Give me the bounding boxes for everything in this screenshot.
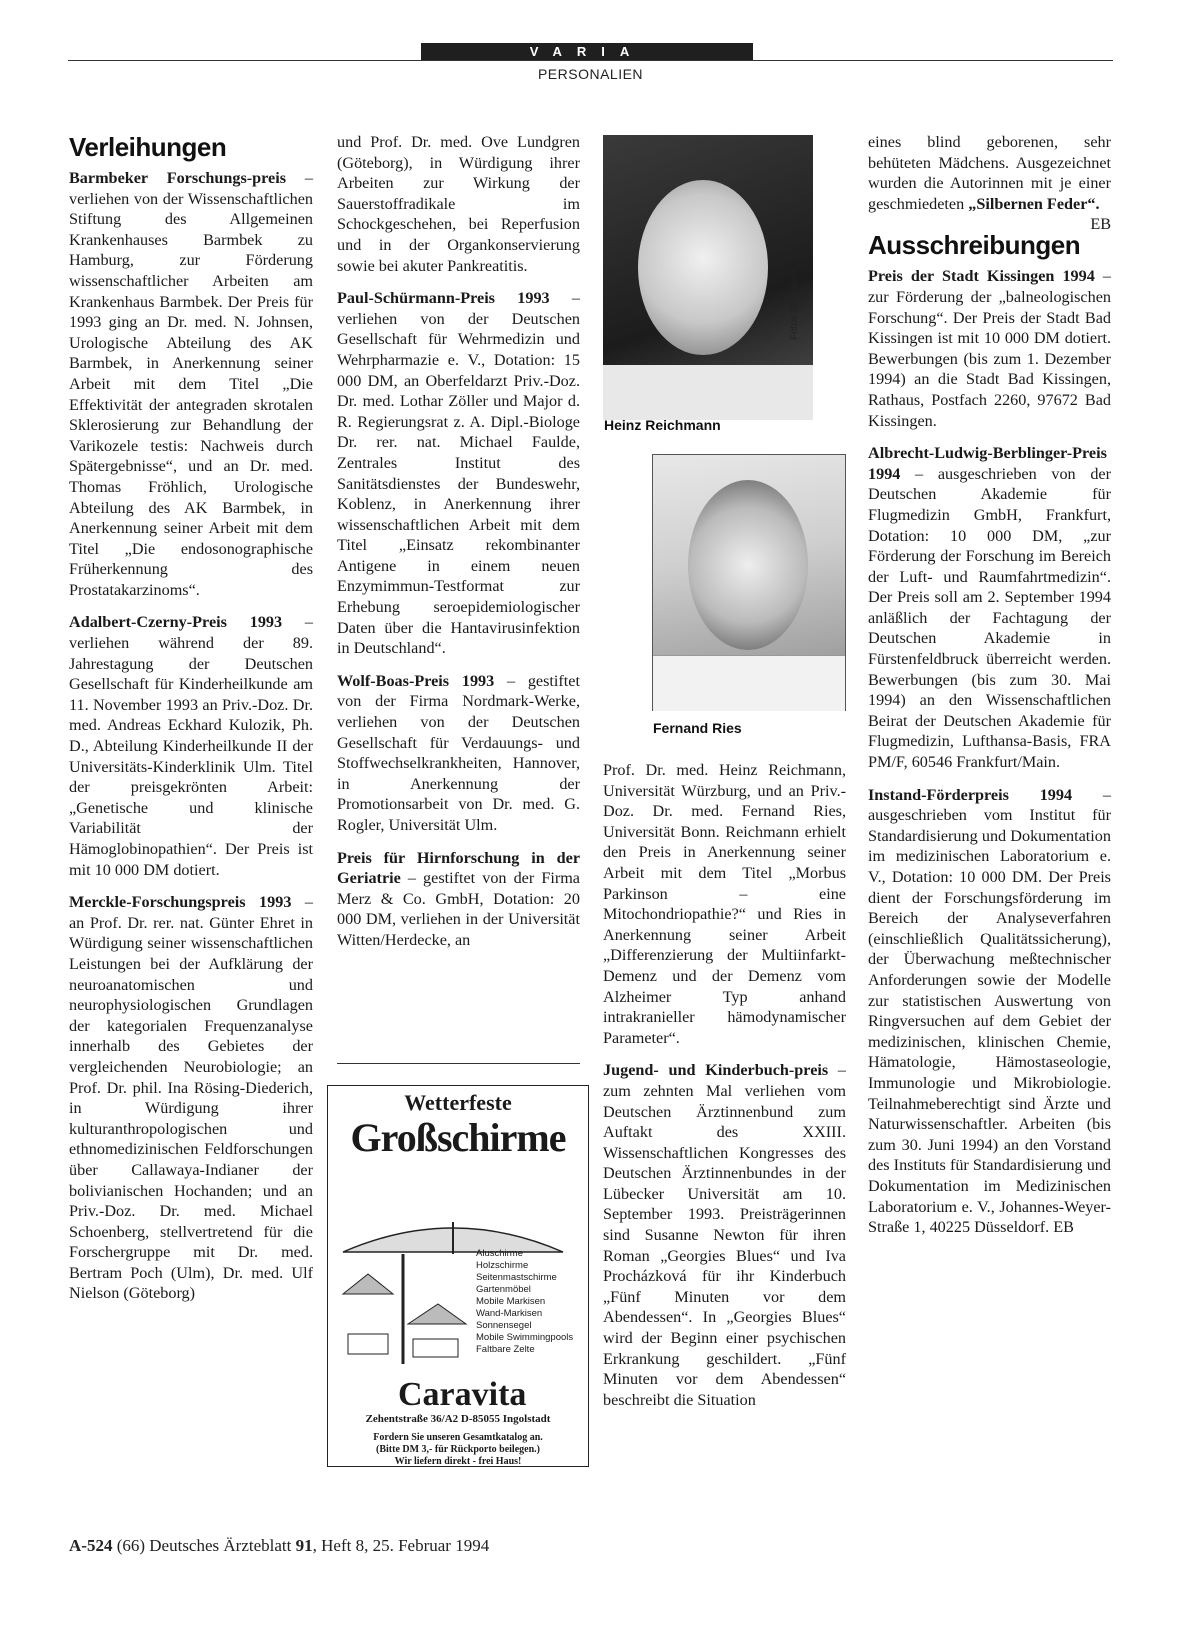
- ad-note: [328, 1432, 588, 1468]
- ad-note-line: (Bitte DM 3,- für Rückporto beilegen.): [376, 1444, 540, 1455]
- list-item: Seitenmastschirme: [476, 1272, 557, 1283]
- list-item: Holzschirme: [476, 1260, 529, 1271]
- article-continuation: [868, 132, 1111, 234]
- photo-fernand-ries: [652, 454, 846, 711]
- article-czerny: [69, 612, 313, 880]
- ad-product-list: [476, 1248, 573, 1356]
- author-signature: EB: [1090, 215, 1111, 234]
- article-body: – an Prof. Dr. rer. nat. Günter Ehret in Würdigung seiner wissenschaftlichen Leistungen bei der Aufklärung der neuroanatomischen und neurophysiologischen Grundlagen der kategorialen Frequenzanalyse innerhalb des Gebietes der vergleichenden Neurobiologie; an Prof. Dr. phil. Ina Rösing-Diederich, in Würdigung ihrer kulturanthropologischen und ethnomedizinischen Feldforschungen über Callawaya-Indianer der bolivianischen Hochanden; und an Priv.-Doz. Dr. med. Michael Schoenberg, stellvertretend für die Forschergruppe mit Dr. med. Bertram Poch (Ulm), Dr. med. Ulf Nielson (Göteborg): [69, 893, 314, 1303]
- portrait-face: [638, 180, 768, 355]
- article-berblinger: [868, 443, 1111, 773]
- page-footer: [69, 1536, 489, 1556]
- heading-ausschreibungen: Ausschreibungen: [868, 230, 1081, 261]
- article-continuation: und Prof. Dr. med. Ove Lundgren (Göteborg), in Würdigung ihrer Arbeiten zur Wirkung der Sauerstoffradikale im Schockgeschehen, bei Reperfusion und in der Organkonservierung sowie bei akuter Pankreatitis.: [337, 133, 580, 275]
- award-name: „Silbernen Feder“.: [968, 194, 1100, 213]
- article-body: – gestiftet von der Firma Merz & Co. GmbH, Dotation: 20 000 DM, verliehen in der Universität Witten/Herdecke, an: [337, 869, 580, 949]
- header-rule: [68, 60, 1113, 61]
- article-kissingen: [868, 266, 1111, 431]
- article-kinderbuchpreis: [603, 1060, 846, 1410]
- ad-note-line: Wir liefern direkt - frei Haus!: [394, 1456, 522, 1467]
- article-body: – verliehen während der 89. Jahrestagung der Deutschen Gesellschaft für Kinderheilkunde am 11. November 1993 an Priv.-Doz. Dr. med. Andreas Eckhard Kulozik, Ph. D., Abteilung Kinderheilkunde II der Universitäts-Kinderklinik Ulm. Titel der preisgekrönten Arbeit: „Genetische und klinische Variabilität der Hämoglobinopathien“. Der Preis ist mit 10 000 DM dotiert.: [69, 613, 313, 879]
- caption-reichmann: Heinz Reichmann: [604, 417, 721, 433]
- list-item: Mobile Swimmingpools: [476, 1332, 574, 1343]
- article-body: – verliehen von der Deutschen Gesellschaft für Wehrmedizin und Wehrpharmazie e. V., Dotation: 15 000 DM, an Oberfeldarzt Priv.-Doz. Dr. med. Lothar Zöller und Major d. R. Regierungsrat z. A. Dipl.-Biologe Dr. rer. nat. Michael Faulde, Zentrales Institut des Sanitätsdienstes der Bundeswehr, Koblenz, in Anerkennung ihrer wissenschaftlichen Arbeit mit dem Titel „Einsatz rekombinanter Antigene in einem neuen Enzymimmun-Testformat zur Erhebung seroepidemiologischer Daten über die Hantavirusinfektion in Deutschland“.: [337, 289, 580, 658]
- ad-brand-logo: Caravita: [398, 1376, 527, 1413]
- column-2: [337, 132, 580, 951]
- article-lead: Jugend- und Kinderbuch-preis: [603, 1061, 829, 1080]
- caption-ries: Fernand Ries: [653, 720, 742, 736]
- ad-line1: Wetterfeste: [404, 1090, 512, 1115]
- article-lead: Preis für Hirnforschung in der Geriatrie: [337, 848, 580, 888]
- article-body: eines blind geborenen, sehr behüteten Mädchens. Ausgezeichnet wurden die Autorinnen mit je einer geschmiedeten: [868, 133, 1111, 213]
- photo-credit: Fotos (2): privat: [789, 269, 800, 340]
- article-lead: Wolf-Boas-Preis 1993: [337, 671, 495, 690]
- article-lead: Adalbert-Czerny-Preis 1993: [69, 613, 283, 632]
- list-item: Sonnensegel: [476, 1320, 532, 1331]
- list-item: Wand-Markisen: [476, 1308, 543, 1319]
- column-4: [868, 132, 1111, 1238]
- article-wolf-boas: [337, 671, 580, 836]
- article-body: – ausgeschrieben vom Institut für Standardisierung und Dokumentation im medizinischen Laboratorium e. V., Dotation: 10 000 DM. Der Preis dient der Forschungsförderung im Bereich der Analyseverfahren (einschließlich Qualitätssicherung), der Überwachung meßtechnischer Anforderungen sowie der Modelle zur statistischen Auswertung von Ringversuchen auf dem Gebiet der medizinischen, klinischen Chemie, Hämatologie, Hämostaseologie, Immunologie und Mikrobiologie. Teilnahmeberechtigt sind Ärzte und Naturwissenschaftler. Arbeiten (bis zum 30. Juni 1994) an den Vorstand des Instituts für Standardisierung und Dokumentation im Medizinischen Laboratorium e. V., Johannes-Weyer-Straße 1, 40225 Düsseldorf.: [868, 785, 1111, 1237]
- subsection-title: PERSONALIEN: [537, 66, 644, 82]
- article-body: – verliehen von der Wissenschaftlichen Stiftung des Allgemeinen Krankenhauses Barmbek zu Hamburg, zur Förderung wissenschaftlicher Arbeiten am Krankenhaus Barmbek. Der Preis für 1993 ging an Dr. med. N. Johnsen, Urologische Abteilung des AK Barmbek, in Anerkennung seiner Arbeit mit dem Titel „Die Effektivität der antegraden skrotalen Sklerosierung zur Behandlung der Varikozele testis: Nachweis durch Spätergebnisse“, und an Dr. med. Thomas Fröhlich, Urologische Abteilung des AK Barmbek, in Anerkennung seiner Arbeit mit dem Titel „Die endosonographische Früherkennung des Prostatakarzinoms“.: [69, 169, 313, 599]
- article-lead: Preis der Stadt Kissingen 1994: [868, 267, 1095, 286]
- section-header-bar: [421, 43, 753, 60]
- author-signature: EB: [1053, 1218, 1074, 1237]
- page-number: A-524: [69, 1536, 113, 1555]
- column-3: [603, 760, 846, 1410]
- article-hirnforschung: [337, 848, 580, 951]
- list-item: Gartenmöbel: [476, 1284, 531, 1295]
- article-merckle: [69, 892, 313, 1304]
- article-lead: Barmbeker Forschungs-preis: [69, 169, 287, 187]
- heading-verleihungen: Verleihungen: [69, 132, 227, 162]
- column-1: [69, 132, 313, 1304]
- footer-text: (66) Deutsches Ärzteblatt: [112, 1536, 296, 1555]
- article-lead: Merckle-Forschungspreis 1993: [69, 893, 292, 912]
- article-body: – gestiftet von der Firma Nordmark-Werke, verliehen von der Deutschen Gesellschaft für Verdauungs- und Stoffwechselkrankheiten, Hannover, in Anerkennung der Promotionsarbeit von Dr. med. G. Rogler, Universität Ulm.: [337, 671, 580, 834]
- advertisement: [327, 1085, 589, 1467]
- portrait-shirt: [603, 365, 813, 420]
- article-lead: Albrecht-Ludwig-Berblinger-Preis 1994: [868, 444, 1107, 483]
- article-instand: [868, 785, 1111, 1238]
- ad-address: Zehentstraße 36/A2 D-85055 Ingolstadt: [365, 1413, 551, 1425]
- portrait-shirt: [653, 655, 845, 711]
- article-body: – ausgeschrieben von der Deutschen Akademie für Flugmedizin GmbH, Frankfurt, Dotation: 10 000 DM, „zur Förderung der Forschung im Bereich der Luft- und Raumfahrtmedizin“. Der Preis soll am 2. September 1994 anläßlich der Fachtagung der Deutschen Akademie in Fürstenfeldbruck überreicht werden. Bewerbungen (bis zum 30. Mai 1994) an den Wissenschaftlichen Beirat der Deutschen Akademie für Flugmedizin, Lufthansa-Basis, FRA PM/F, 60546 Frankfurt/Main.: [868, 464, 1111, 772]
- article-body: – zur Förderung der „balneologischen Forschung“. Der Preis der Stadt Bad Kissingen ist mit 10 000 DM dotiert. Bewerbungen (bis zum 1. Dezember 1994) an die Stadt Bad Kissingen, Rathaus, Postfach 2260, 97672 Bad Kissingen.: [868, 267, 1112, 430]
- section-title: VARIA: [529, 44, 645, 59]
- list-item: Faltbare Zelte: [476, 1344, 535, 1355]
- photo-heinz-reichmann: [603, 135, 813, 420]
- list-item: Mobile Markisen: [476, 1296, 546, 1307]
- list-item: Aluschirme: [476, 1248, 523, 1259]
- footer-text: , Heft 8, 25. Februar 1994: [312, 1536, 490, 1555]
- ad-note-line: Fordern Sie unseren Gesamtkatalog an.: [373, 1432, 543, 1443]
- article-continuation: Prof. Dr. med. Heinz Reichmann, Universität Würzburg, und an Priv.-Doz. Dr. med. Fernand Ries, Universität Bonn. Reichmann erhielt den Preis in Anerkennung seiner Arbeit mit dem Titel „Morbus Parkinson – eine Mitochondriopathie?“ und Ries in Anerkennung seiner Arbeit „Differenzierung der Multiinfarkt-Demenz und der Demenz vom Alzheimer Typ anhand intrakranieller hämodynamischer Parameter“.: [603, 761, 846, 1047]
- article-schuermann: [337, 288, 580, 659]
- portrait-face: [688, 480, 808, 650]
- ad-line2: Großschirme: [350, 1115, 566, 1160]
- article-body: – zum zehnten Mal verliehen vom Deutschen Ärztinnenbund zum Auftakt des XXIII. Wissenschaftlichen Kongresses des Deutschen Ärztinnenbundes in der Lübecker Universität am 10. September 1993. Preisträgerinnen sind Susanne Newton für ihren Roman „Georgies Blues“ und Iva Procházková für ihr Kinderbuch „Fünf Minuten vor dem Abendessen“. In „Georgies Blues“ wird der Beginn einer psychischen Erkrankung geschildert. „Fünf Minuten vor dem Abendessen“ beschreibt die Situation: [603, 1061, 846, 1409]
- article-barmbeker: [69, 168, 313, 600]
- article-lead: Instand-Förderpreis 1994: [868, 785, 1073, 804]
- volume-number: 91: [295, 1536, 313, 1555]
- article-lead: Paul-Schürmann-Preis 1993: [337, 289, 550, 308]
- garden-scene-icon: [338, 1254, 468, 1364]
- ad-divider: [337, 1063, 580, 1064]
